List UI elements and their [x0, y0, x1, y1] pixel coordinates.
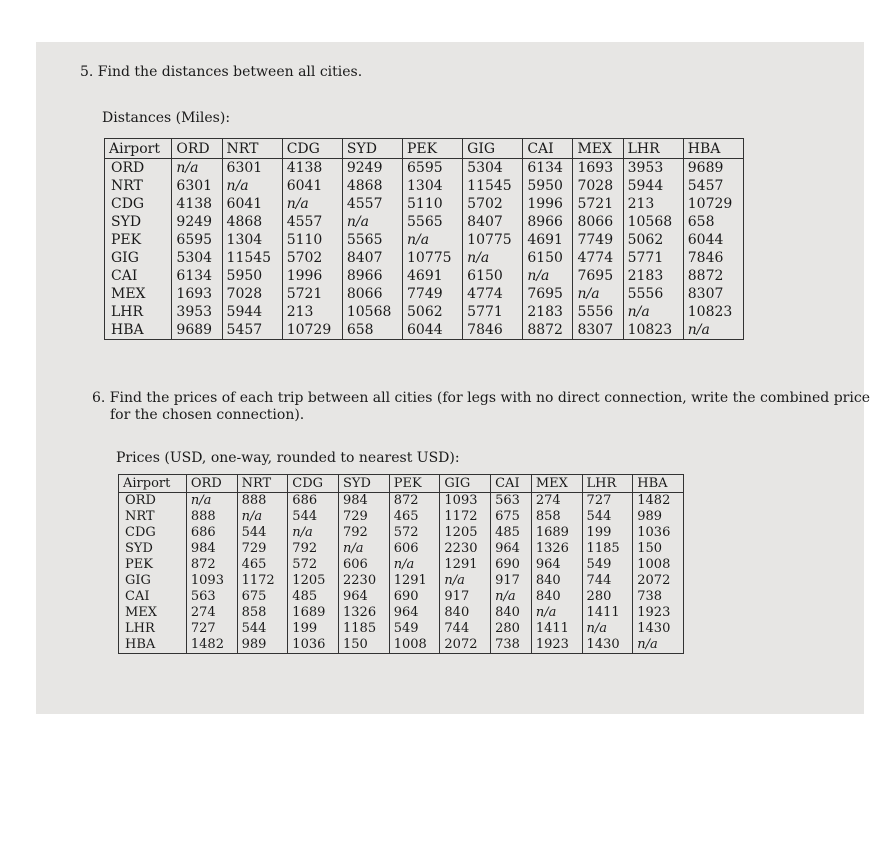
table-cell: 485 [288, 589, 339, 605]
table-cell: 964 [531, 557, 582, 573]
table-cell: 989 [637, 509, 663, 524]
table-cell: 1172 [440, 509, 491, 525]
table-cell: 658 [687, 214, 715, 230]
table-cell: 984 [339, 493, 390, 510]
table-cell: 984 [186, 541, 237, 557]
table-cell: n/a [288, 525, 339, 541]
table-cell: n/a [573, 285, 623, 303]
table-cell: 5556 [623, 285, 683, 303]
table-cell: 2072 [637, 573, 671, 588]
table-cell: n/a [523, 267, 573, 285]
table-cell: 5944 [623, 177, 683, 195]
row-label: LHR [119, 621, 187, 637]
table-cell: n/a [491, 589, 532, 605]
table-cell: n/a [637, 637, 658, 652]
column-header: CAI [491, 475, 532, 493]
table-cell: 858 [531, 509, 582, 525]
table-cell: 10568 [342, 303, 402, 321]
table-cell: 465 [237, 557, 288, 573]
table-cell: 5062 [623, 231, 683, 249]
row-label: NRT [119, 509, 187, 525]
table-cell: 1430 [637, 621, 671, 636]
table-cell: 7846 [463, 321, 523, 340]
column-header: CDG [288, 475, 339, 493]
table-cell: 744 [440, 621, 491, 637]
table-cell: 3953 [623, 159, 683, 178]
table-cell: 5721 [573, 195, 623, 213]
table-cell: 1093 [186, 573, 237, 589]
table-cell: 858 [237, 605, 288, 621]
table-cell: 675 [237, 589, 288, 605]
table-cell: 1291 [389, 573, 440, 589]
table-cell: 4774 [573, 249, 623, 267]
row-label: SYD [105, 213, 172, 231]
table-cell: 4138 [282, 159, 342, 178]
table-cell: 11545 [463, 177, 523, 195]
table-cell: 606 [339, 557, 390, 573]
table-cell: 5457 [687, 178, 724, 194]
table-cell: 690 [389, 589, 440, 605]
table-cell: 11545 [222, 249, 282, 267]
table-cell: n/a [222, 177, 282, 195]
table-cell: 989 [237, 637, 288, 654]
table-row [119, 589, 684, 605]
table-cell: 1304 [222, 231, 282, 249]
table-cell: 1185 [339, 621, 390, 637]
table-cell: 1205 [440, 525, 491, 541]
table-cell: 6041 [282, 177, 342, 195]
q5-heading: 5. Find the distances between all cities. [80, 64, 363, 80]
table-row [119, 605, 684, 621]
table-cell: 544 [582, 509, 633, 525]
table-row [119, 573, 684, 589]
table-cell: n/a [440, 573, 491, 589]
table-cell: 3953 [172, 303, 222, 321]
table-cell: 2183 [523, 303, 573, 321]
table-cell: 6150 [523, 249, 573, 267]
table-cell: 6041 [222, 195, 282, 213]
column-header: PEK [403, 139, 463, 159]
table-cell: 738 [491, 637, 532, 654]
table-cell: 1693 [172, 285, 222, 303]
table-cell: n/a [623, 303, 683, 321]
table-cell: 6301 [172, 177, 222, 195]
table-cell: 840 [531, 589, 582, 605]
table-cell: 690 [491, 557, 532, 573]
table-row [105, 159, 744, 178]
column-header: SYD [339, 475, 390, 493]
table-cell: 563 [186, 589, 237, 605]
table-cell: 1326 [339, 605, 390, 621]
table-cell: 2230 [440, 541, 491, 557]
column-header: PEK [389, 475, 440, 493]
row-label: HBA [105, 321, 172, 340]
q5-caption: Distances (Miles): [102, 110, 231, 126]
table-cell: 7028 [573, 177, 623, 195]
table-cell: n/a [172, 159, 222, 178]
table-cell: 744 [582, 573, 633, 589]
table-cell: 4557 [342, 195, 402, 213]
table-cell: 4691 [523, 231, 573, 249]
table-cell: 5304 [463, 159, 523, 178]
table-cell: 5702 [463, 195, 523, 213]
table-cell: 150 [339, 637, 390, 654]
table-cell: 9249 [342, 159, 402, 178]
column-header: GIG [440, 475, 491, 493]
table-cell: 1996 [282, 267, 342, 285]
row-label: PEK [105, 231, 172, 249]
table-cell: 549 [582, 557, 633, 573]
table-cell: 8066 [573, 213, 623, 231]
column-header: ORD [172, 139, 222, 159]
column-header: LHR [623, 139, 683, 159]
table-cell: 1996 [523, 195, 573, 213]
table-cell: 4868 [222, 213, 282, 231]
table-cell: 8966 [342, 267, 402, 285]
table-cell: 8407 [342, 249, 402, 267]
table-header-row [105, 139, 744, 159]
table-cell: 606 [389, 541, 440, 557]
table-cell: 4691 [403, 267, 463, 285]
table-cell: 888 [186, 509, 237, 525]
table-cell: 1689 [288, 605, 339, 621]
table-cell: 280 [582, 589, 633, 605]
table-cell: 465 [389, 509, 440, 525]
table-cell: 840 [531, 573, 582, 589]
table-row [105, 249, 744, 267]
row-label: CAI [105, 267, 172, 285]
table-cell: n/a [237, 509, 288, 525]
table-row [119, 493, 684, 510]
table-cell: 872 [389, 493, 440, 510]
table-cell: 1205 [288, 573, 339, 589]
table-cell: 572 [389, 525, 440, 541]
table-cell: 5565 [342, 231, 402, 249]
distances-table [104, 138, 744, 340]
column-header: SYD [342, 139, 402, 159]
table-cell: 686 [186, 525, 237, 541]
row-label: HBA [119, 637, 187, 654]
table-cell: 7028 [222, 285, 282, 303]
table-cell: 4868 [342, 177, 402, 195]
table-cell: 485 [491, 525, 532, 541]
table-cell: 6301 [222, 159, 282, 178]
table-row [119, 541, 684, 557]
table-cell: 964 [389, 605, 440, 621]
table-cell: 5944 [222, 303, 282, 321]
table-cell: 9249 [172, 213, 222, 231]
table-row [105, 303, 744, 321]
table-cell: 792 [288, 541, 339, 557]
table-cell: 7846 [687, 250, 724, 266]
table-cell: 5950 [222, 267, 282, 285]
table-cell: 9689 [172, 321, 222, 340]
row-label: ORD [105, 159, 172, 178]
table-cell: n/a [342, 213, 402, 231]
table-cell: 8872 [687, 268, 724, 284]
column-header: ORD [186, 475, 237, 493]
table-cell: 5702 [282, 249, 342, 267]
table-cell: 5556 [573, 303, 623, 321]
prices-table [118, 474, 684, 654]
table-cell: 1482 [186, 637, 237, 654]
table-cell: 7749 [403, 285, 463, 303]
table-cell: 1430 [582, 637, 633, 654]
table-cell: 10823 [687, 304, 733, 320]
column-header: HBA [633, 475, 684, 493]
table-cell: 2072 [440, 637, 491, 654]
table-row [119, 621, 684, 637]
table-row [105, 267, 744, 285]
column-header: CAI [523, 139, 573, 159]
table-cell: 1172 [237, 573, 288, 589]
table-cell: 10729 [687, 196, 733, 212]
table-cell: 1093 [440, 493, 491, 510]
table-cell: n/a [339, 541, 390, 557]
table-header-row [119, 475, 684, 493]
table-cell: 5565 [403, 213, 463, 231]
row-label: CDG [119, 525, 187, 541]
table-cell: 658 [342, 321, 402, 340]
table-cell: n/a [403, 231, 463, 249]
q6-caption: Prices (USD, one-way, rounded to nearest USD): [116, 450, 460, 466]
table-cell: 4138 [172, 195, 222, 213]
column-header: Airport [119, 475, 187, 493]
column-header: LHR [582, 475, 633, 493]
table-cell: 872 [186, 557, 237, 573]
table-cell: 8966 [523, 213, 573, 231]
table-cell: 729 [339, 509, 390, 525]
table-cell: 10775 [463, 231, 523, 249]
table-cell: 274 [531, 493, 582, 510]
table-cell: 150 [637, 541, 663, 556]
table-cell: 6150 [463, 267, 523, 285]
table-cell: 8307 [687, 286, 724, 302]
row-label: CAI [119, 589, 187, 605]
table-row [119, 557, 684, 573]
table-cell: 549 [389, 621, 440, 637]
column-header: GIG [463, 139, 523, 159]
table-cell: 563 [491, 493, 532, 510]
table-cell: n/a [389, 557, 440, 573]
column-header: HBA [683, 139, 743, 159]
table-cell: 2183 [623, 267, 683, 285]
table-row [105, 285, 744, 303]
table-cell: 274 [186, 605, 237, 621]
table-cell: 675 [491, 509, 532, 525]
table-cell: 5771 [463, 303, 523, 321]
table-row [119, 525, 684, 541]
table-cell: 5304 [172, 249, 222, 267]
q6-heading-line2: for the chosen connection). [110, 407, 305, 423]
table-cell: 686 [288, 493, 339, 510]
table-cell: 9689 [687, 160, 724, 176]
table-cell: 1304 [403, 177, 463, 195]
table-cell: 544 [288, 509, 339, 525]
table-cell: 5950 [523, 177, 573, 195]
table-cell: 964 [339, 589, 390, 605]
table-cell: 8307 [573, 321, 623, 340]
table-cell: 7695 [573, 267, 623, 285]
row-label: MEX [119, 605, 187, 621]
table-cell: 10823 [623, 321, 683, 340]
table-cell: n/a [186, 493, 237, 510]
table-cell: 8066 [342, 285, 402, 303]
table-cell: 7749 [573, 231, 623, 249]
table-cell: 6595 [172, 231, 222, 249]
table-cell: 840 [440, 605, 491, 621]
table-cell: 1923 [637, 605, 671, 620]
table-cell: 840 [491, 605, 532, 621]
row-label: GIG [105, 249, 172, 267]
table-cell: 917 [440, 589, 491, 605]
table-cell: 1482 [637, 493, 671, 508]
table-cell: 280 [491, 621, 532, 637]
table-cell: 917 [491, 573, 532, 589]
table-cell: 4557 [282, 213, 342, 231]
table-row [119, 637, 684, 654]
row-label: GIG [119, 573, 187, 589]
table-cell: 5457 [222, 321, 282, 340]
row-label: MEX [105, 285, 172, 303]
table-cell: 8407 [463, 213, 523, 231]
table-cell: 6134 [172, 267, 222, 285]
table-cell: 792 [339, 525, 390, 541]
table-cell: 888 [237, 493, 288, 510]
column-header: MEX [531, 475, 582, 493]
table-cell: 544 [237, 525, 288, 541]
table-cell: 7695 [523, 285, 573, 303]
table-cell: 2230 [339, 573, 390, 589]
table-cell: 1036 [637, 525, 671, 540]
row-label: NRT [105, 177, 172, 195]
table-row [105, 321, 744, 340]
table-cell: 727 [186, 621, 237, 637]
table-cell: 6044 [403, 321, 463, 340]
table-cell: 199 [288, 621, 339, 637]
table-cell: n/a [687, 322, 710, 338]
column-header: NRT [237, 475, 288, 493]
table-cell: 1326 [531, 541, 582, 557]
table-cell: 572 [288, 557, 339, 573]
table-cell: 213 [282, 303, 342, 321]
column-header: NRT [222, 139, 282, 159]
table-cell: n/a [282, 195, 342, 213]
table-cell: 1411 [531, 621, 582, 637]
table-cell: 1291 [440, 557, 491, 573]
table-cell: 10568 [623, 213, 683, 231]
table-row [105, 195, 744, 213]
table-cell: 738 [637, 589, 663, 604]
table-cell: 6134 [523, 159, 573, 178]
table-cell: n/a [531, 605, 582, 621]
row-label: PEK [119, 557, 187, 573]
table-row [105, 213, 744, 231]
table-cell: 5110 [282, 231, 342, 249]
table-cell: 199 [582, 525, 633, 541]
table-cell: 544 [237, 621, 288, 637]
table-cell: 10729 [282, 321, 342, 340]
row-label: ORD [119, 493, 187, 510]
table-cell: 8872 [523, 321, 573, 340]
table-cell: 6044 [687, 232, 724, 248]
q6-heading-line1: 6. Find the prices of each trip between all cities (for legs with no direct connection, write the combined price [92, 390, 870, 406]
column-header: Airport [105, 139, 172, 159]
table-row [119, 509, 684, 525]
table-cell: 1185 [582, 541, 633, 557]
table-cell: 5110 [403, 195, 463, 213]
table-cell: n/a [463, 249, 523, 267]
row-label: CDG [105, 195, 172, 213]
table-cell: 1411 [582, 605, 633, 621]
column-header: CDG [282, 139, 342, 159]
table-cell: 727 [582, 493, 633, 510]
table-cell: 1008 [389, 637, 440, 654]
row-label: SYD [119, 541, 187, 557]
table-row [105, 177, 744, 195]
table-cell: n/a [582, 621, 633, 637]
table-cell: 6595 [403, 159, 463, 178]
table-cell: 1923 [531, 637, 582, 654]
column-header: MEX [573, 139, 623, 159]
table-row [105, 231, 744, 249]
table-cell: 5062 [403, 303, 463, 321]
table-cell: 4774 [463, 285, 523, 303]
table-cell: 729 [237, 541, 288, 557]
row-label: LHR [105, 303, 172, 321]
table-cell: 1008 [637, 557, 671, 572]
table-cell: 1693 [573, 159, 623, 178]
table-cell: 10775 [403, 249, 463, 267]
table-cell: 1689 [531, 525, 582, 541]
table-cell: 5721 [282, 285, 342, 303]
table-cell: 964 [491, 541, 532, 557]
table-cell: 213 [623, 195, 683, 213]
table-cell: 1036 [288, 637, 339, 654]
table-cell: 5771 [623, 249, 683, 267]
